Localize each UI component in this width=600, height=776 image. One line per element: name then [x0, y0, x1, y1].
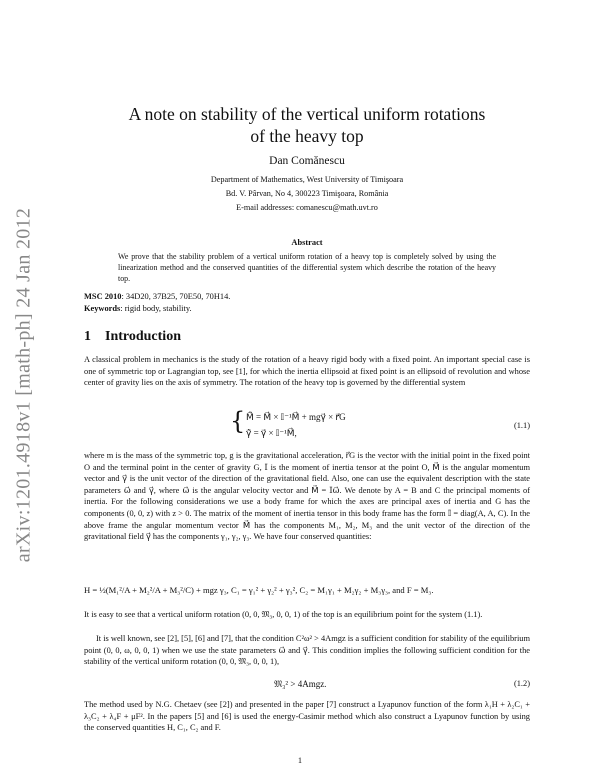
paragraph-2: where m is the mass of the symmetric top, g is the gravitational acceleration, r⃗G is the vector with the initial point in the fixed point O and the terminal point in the center of gravity G, 𝕀 is the moment of inertia tensor at the point O, M⃗ is the angular momentum vector and γ⃗ is the unit vector of the direction of the gravitational field. Also, one can use the equivalent description with the state parameters ω⃗ and γ⃗, where ω⃗ is the angular velocity vector and M⃗ = 𝕀ω⃗. We denote by A = B and C the principal moments of inertia. For the following considerations we use a body frame for which the axes are principal axes of inertia and G has the components (0, 0, z) with z > 0. The matrix of the moment of inertia tensor in this body frame has the form 𝕀 = diag(A, A, C). In the above frame the angular momentum vector M⃗ has the components M₁, M₂, M₃ and the unit vector of the direction of the gravitational field γ⃗ has the components γ₁, γ₂, γ₃. We have four conserved quantities:	[84, 451, 530, 542]
abstract-heading: Abstract	[291, 238, 323, 247]
paragraph-4: It is well known, see [2], [5], [6] and [7], that the condition C²ω² > 4Amgz is a sufficient condition for stability of the equilibrium point (0, 0, ω, 0, 0, 1) when we use the state parameters ω⃗ and γ⃗. This condition implies the following sufficient condition for the stability of the vertical uniform rotation (0, 0, 𝔐₃, 0, 0, 1),	[84, 634, 530, 667]
section-number: 1	[84, 329, 91, 344]
section-heading	[84, 329, 181, 345]
conserved-quantities-equation: H = ½(M₁²/A + M₂²/A + M₃²/C) + mgz γ₃, C₁ = γ₁² + γ₂² + γ₃², C₂ = M₁γ₁ + M₂γ₂ + M₃γ₃, and F = M₃.	[84, 585, 434, 595]
paragraph-1: A classical problem in mechanics is the study of the rotation of a heavy rigid body with a fixed point. An important special case is one of symmetric top or Lagrangian top, see [1], for which the inertia ellipsoid at fixed point is an ellipsoid of revolution and whose center of gravity lies on the axis of symmetry. The rotation of the heavy top is governed by the differential system	[84, 355, 530, 388]
paragraph-3: It is easy to see that a vertical uniform rotation (0, 0, 𝔐₃, 0, 0, 1) of the top is an equilibrium point for the system (1.1).	[84, 610, 483, 619]
keywords-label: Keywords	[84, 304, 121, 313]
msc-value: : 34D20, 37B25, 70E50, 70H14.	[121, 292, 231, 301]
arxiv-id[interactable]: arXiv:1201.4918v1 [math-ph] 24 Jan 2012	[12, 207, 35, 563]
equation-1-line-1: M⃗̇ = M⃗ × 𝕀⁻¹M⃗ + mgγ⃗ × r⃗G	[246, 412, 346, 422]
keywords-value: : rigid body, stability.	[120, 304, 192, 313]
author-name: Dan Comănescu	[269, 155, 345, 167]
affiliation-address: Bd. V. Pârvan, No 4, 300223 Timişoara, România	[225, 189, 389, 198]
equation-2: 𝔐₃² > 4Amgz.	[274, 679, 327, 689]
equation-brace: {	[230, 407, 246, 435]
equation-1-number: (1.1)	[513, 421, 530, 430]
arxiv-stamp	[4, 180, 44, 590]
paragraph-5: The method used by N.G. Chetaev (see [2]) and presented in the paper [7] construct a Lyapunov function of the form λ₁H + λ₂C₁ + λ₃C₂ + λ₄F + μF². In the papers [5] and [6] is used the energy-Casimir method which also construct a Lyapunov function by using the conserved quantities H, C₁, C₂ and F.	[84, 700, 530, 733]
msc-line	[84, 292, 530, 301]
keywords-line	[84, 304, 530, 313]
section-title: Introduction	[105, 329, 181, 344]
abstract-text: We prove that the stability problem of a vertical uniform rotation of a heavy top is completely solved by using the linearization method and the conserved quantities of the differential system which describe the rotation of the heavy top.	[118, 252, 496, 283]
msc-label: MSC 2010	[84, 292, 122, 301]
affiliation-block	[84, 173, 530, 215]
title-line-2: of the heavy top	[250, 126, 364, 146]
equation-1-line-2: γ⃗̇ = γ⃗ × 𝕀⁻¹M⃗,	[246, 428, 297, 438]
affiliation-dept: Department of Mathematics, West University of Timişoara	[210, 175, 404, 184]
page-number: 1	[297, 756, 303, 765]
affiliation-email[interactable]: E-mail addresses: comanescu@math.uvt.ro	[236, 203, 378, 212]
title-line-1: A note on stability of the vertical uniform rotations	[128, 104, 486, 124]
equation-2-number: (1.2)	[513, 679, 530, 688]
paper-title	[84, 103, 530, 147]
